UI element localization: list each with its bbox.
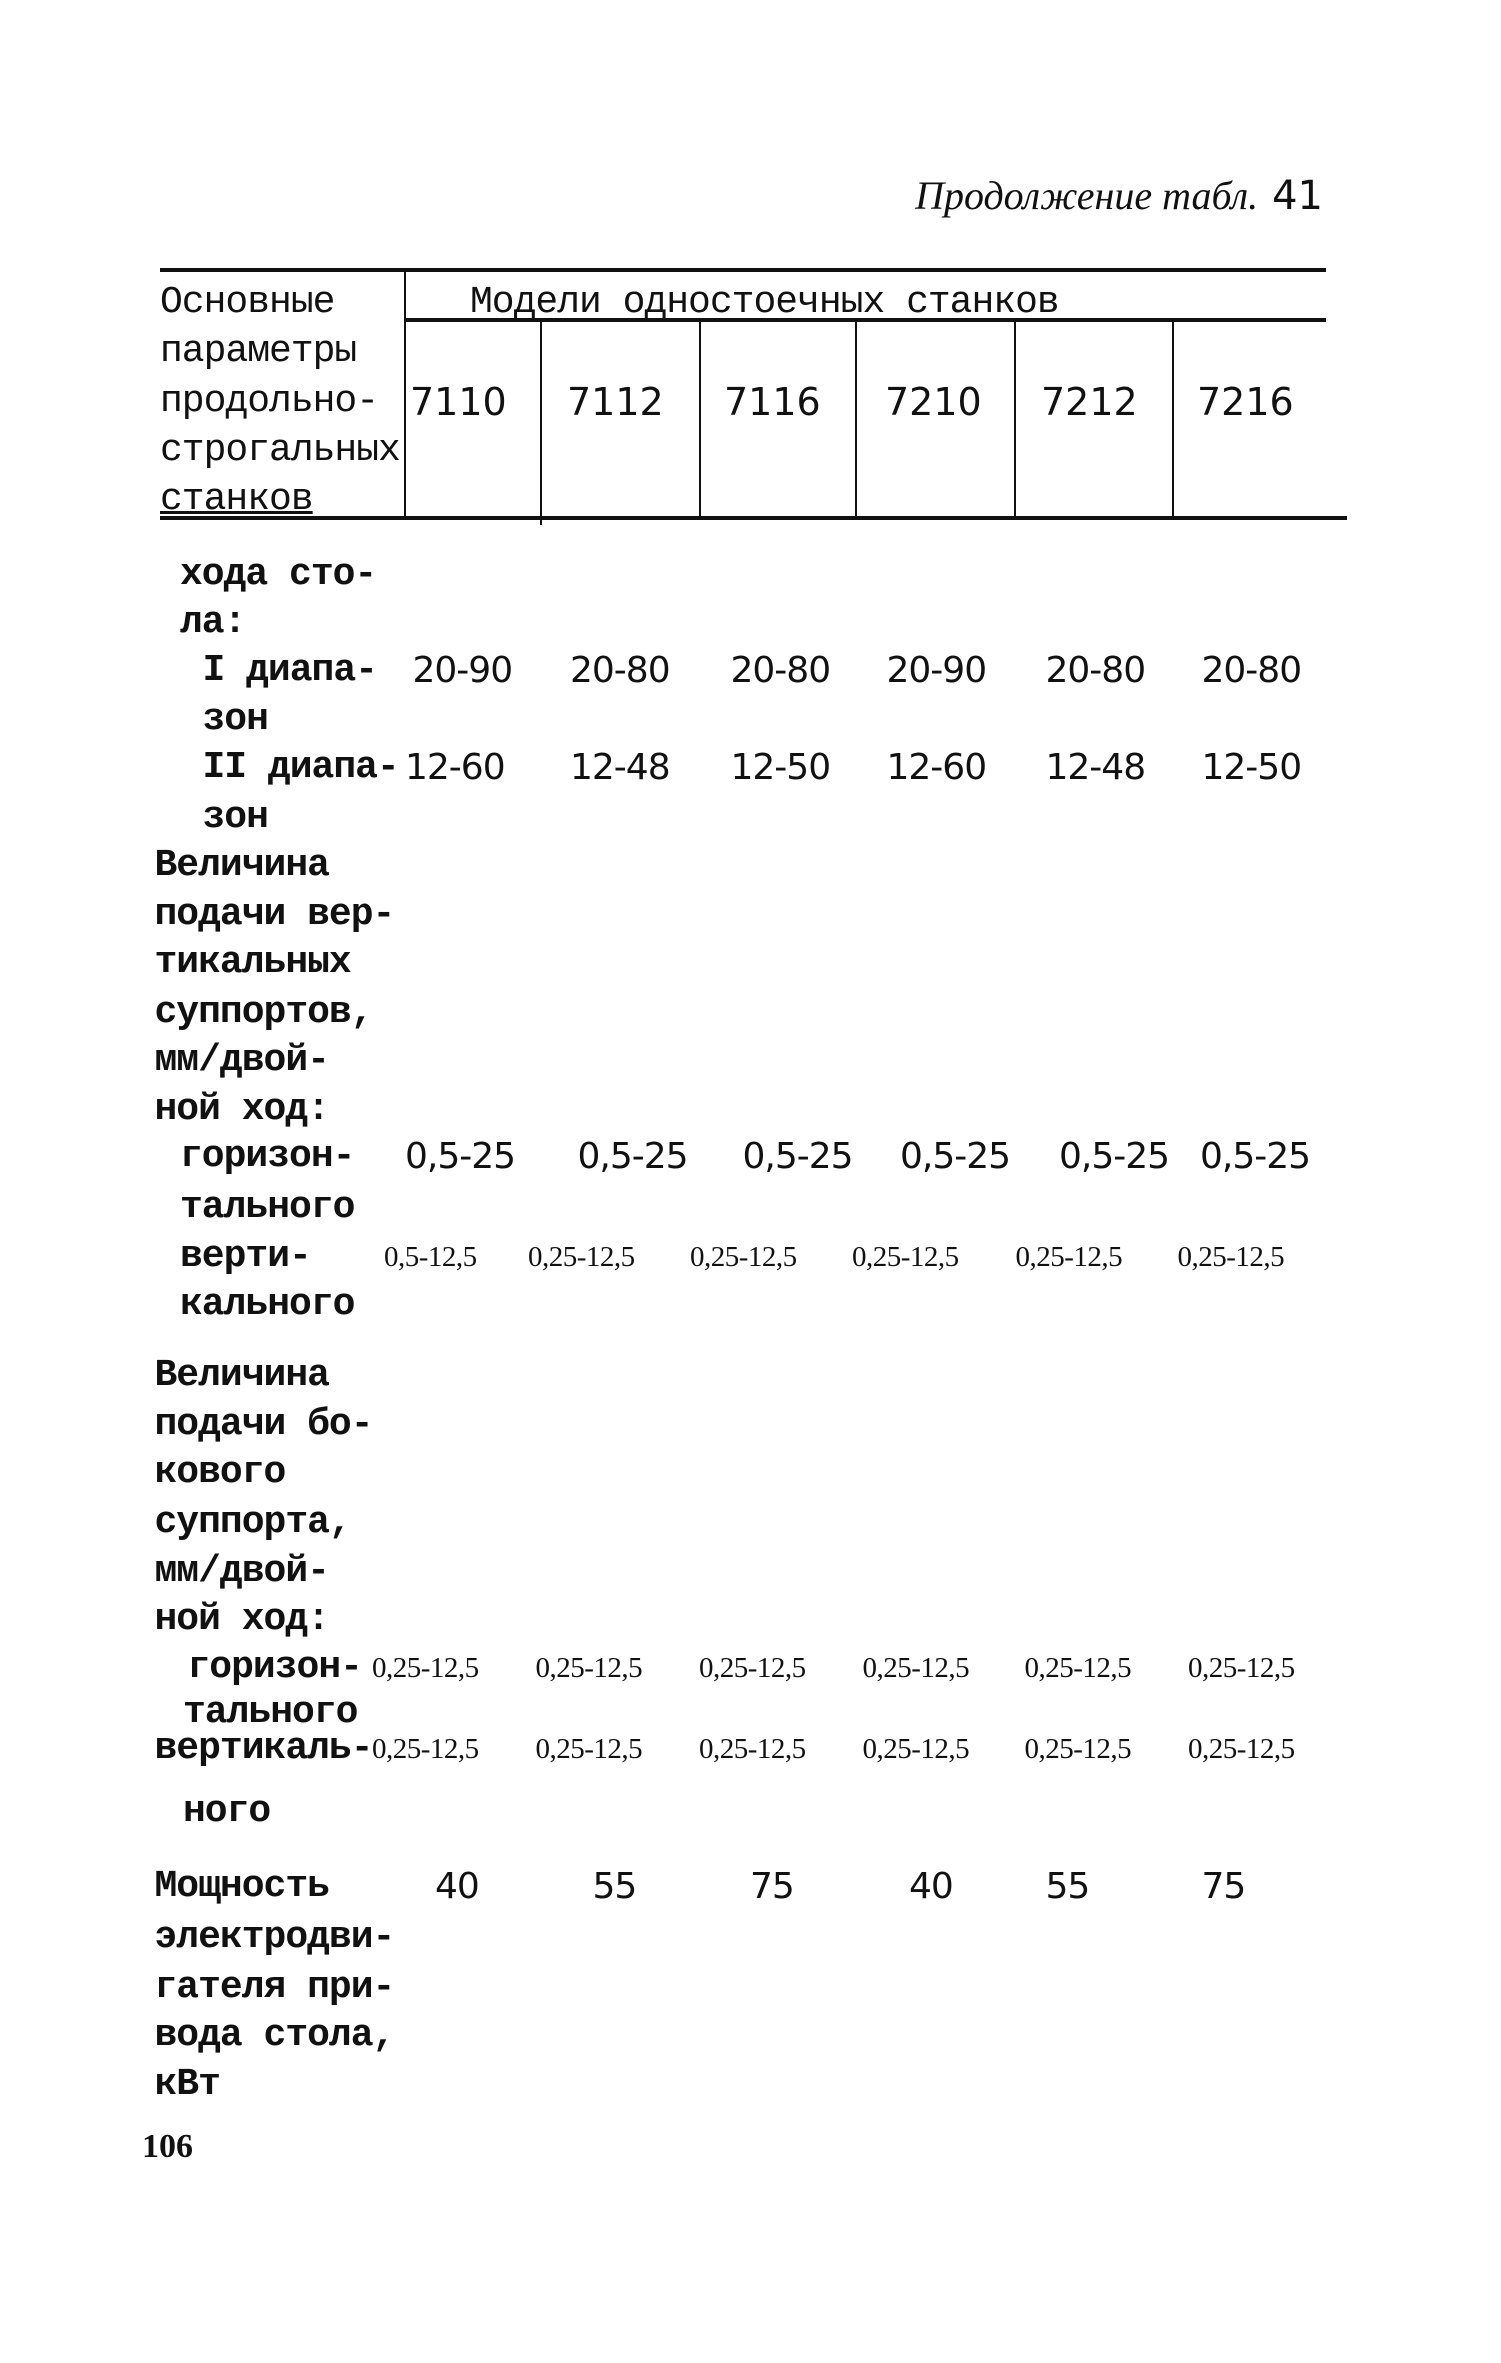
cell-value: 20-80 bbox=[570, 649, 670, 691]
row-label: хода сто- bbox=[180, 552, 377, 596]
cell-value: 0,5-25 bbox=[577, 1135, 688, 1177]
row-label: вода стола, bbox=[154, 2013, 395, 2057]
row-label: II диапа- bbox=[202, 746, 399, 789]
cell-value: 55 bbox=[592, 1866, 637, 1907]
row-label: I диапа- bbox=[202, 648, 377, 692]
row-label: Величина bbox=[154, 843, 329, 887]
row-label: кВт bbox=[154, 2063, 220, 2106]
row-label: подачи вер- bbox=[154, 893, 395, 936]
cell-value: 20-80 bbox=[1201, 649, 1302, 691]
table-number: 41 bbox=[1272, 173, 1323, 219]
param-header-line: Основные bbox=[160, 281, 335, 324]
row-label: горизон- bbox=[187, 1646, 362, 1689]
cell-value: 0,25-12,5 bbox=[372, 1652, 479, 1684]
cell-value: 0,25-12,5 bbox=[690, 1241, 797, 1273]
cell-value: 0,5-12,5 bbox=[384, 1241, 477, 1273]
row-label: ла: bbox=[180, 600, 246, 644]
row-label: горизон- bbox=[180, 1134, 355, 1178]
cell-value: 12-48 bbox=[570, 747, 670, 788]
table-continuation-title bbox=[915, 172, 1323, 219]
row-label: тального bbox=[180, 1185, 355, 1229]
row-label: вертикаль- bbox=[154, 1727, 373, 1770]
column-divider bbox=[1172, 320, 1174, 518]
model-header: 7216 bbox=[1197, 380, 1294, 424]
row-label: кального bbox=[180, 1283, 355, 1326]
cell-value: 0,25-12,5 bbox=[699, 1652, 806, 1684]
cell-value: 0,25-12,5 bbox=[1024, 1652, 1132, 1684]
cell-value: 0,25-12,5 bbox=[862, 1733, 970, 1765]
cell-value: 0,25-12,5 bbox=[528, 1241, 635, 1273]
row-label: электродви- bbox=[154, 1916, 395, 1959]
row-label: верти- bbox=[180, 1235, 311, 1278]
row-label: ного bbox=[183, 1790, 271, 1833]
model-header: 7116 bbox=[724, 380, 821, 424]
row-label: гателя при- bbox=[154, 1965, 395, 2009]
cell-value: 12-50 bbox=[1201, 747, 1302, 788]
param-header-line: строгальных bbox=[160, 429, 400, 472]
row-label: зон bbox=[202, 795, 268, 839]
cell-value: 0,25-12,5 bbox=[535, 1733, 643, 1765]
cell-value: 0,5-25 bbox=[742, 1135, 853, 1177]
row-label: ной ход: bbox=[154, 1598, 329, 1641]
cell-value: 0,25-12,5 bbox=[1015, 1241, 1123, 1273]
cell-value: 20-80 bbox=[730, 649, 831, 691]
row-label: Величина bbox=[154, 1353, 329, 1397]
cell-value: 0,25-12,5 bbox=[372, 1733, 479, 1765]
cell-value: 0,25-12,5 bbox=[699, 1733, 806, 1765]
row-label: тикальных bbox=[154, 941, 351, 984]
cell-value: 0,25-12,5 bbox=[852, 1241, 959, 1273]
row-label: тального bbox=[183, 1691, 358, 1734]
model-header: 7112 bbox=[567, 380, 664, 424]
param-header-line: продольно- bbox=[160, 380, 379, 423]
cell-value: 75 bbox=[1201, 1866, 1246, 1907]
row-label: суппорта, bbox=[154, 1500, 351, 1544]
header-bottom-rule bbox=[160, 516, 1347, 520]
cell-value: 0,25-12,5 bbox=[1188, 1652, 1295, 1684]
row-label: мм/двой- bbox=[154, 1550, 329, 1593]
cell-value: 0,25-12,5 bbox=[1188, 1733, 1295, 1765]
cell-value: 0,25-12,5 bbox=[862, 1652, 970, 1684]
group-header: Модели одностоечных станков bbox=[470, 281, 1059, 324]
row-label: подачи бо- bbox=[154, 1403, 373, 1446]
row-label: кового bbox=[154, 1451, 286, 1494]
cell-value: 12-50 bbox=[730, 747, 831, 788]
row-label: зон bbox=[202, 698, 268, 741]
cell-value: 0,25-12,5 bbox=[1024, 1733, 1132, 1765]
cell-value: 0,25-12,5 bbox=[535, 1652, 643, 1684]
row-label: Мощность bbox=[154, 1865, 329, 1908]
column-divider bbox=[1014, 320, 1016, 518]
cell-value: 40 bbox=[909, 1866, 953, 1907]
cell-value: 0,5-25 bbox=[1200, 1135, 1311, 1177]
cell-value: 20-90 bbox=[886, 649, 987, 691]
cell-value: 40 bbox=[435, 1866, 479, 1907]
cell-value: 75 bbox=[750, 1866, 794, 1907]
page-number: 106 bbox=[142, 2128, 193, 2165]
cell-value: 12-48 bbox=[1045, 747, 1146, 788]
model-header: 7210 bbox=[885, 380, 982, 424]
column-divider bbox=[540, 320, 542, 525]
row-label: ной ход: bbox=[154, 1088, 329, 1131]
model-header: 7212 bbox=[1041, 380, 1138, 424]
cell-value: 12-60 bbox=[886, 747, 987, 788]
column-divider bbox=[404, 270, 406, 518]
model-header: 7110 bbox=[410, 380, 507, 424]
cell-value: 0,5-25 bbox=[900, 1135, 1011, 1177]
cell-value: 20-90 bbox=[412, 649, 513, 691]
top-rule bbox=[160, 268, 1326, 272]
cell-value: 0,5-25 bbox=[1059, 1135, 1170, 1177]
cell-value: 55 bbox=[1045, 1866, 1090, 1907]
title-text: Продолжение табл. bbox=[915, 173, 1259, 218]
cell-value: 0,5-25 bbox=[405, 1135, 516, 1177]
cell-value: 0,25-12,5 bbox=[1177, 1241, 1285, 1273]
param-header-line: параметры bbox=[160, 330, 357, 373]
cell-value: 20-80 bbox=[1045, 649, 1146, 691]
column-divider bbox=[699, 320, 701, 518]
param-header-line: станков bbox=[160, 478, 313, 521]
cell-value: 12-60 bbox=[405, 747, 505, 788]
row-label: мм/двой- bbox=[154, 1038, 329, 1082]
column-divider bbox=[855, 320, 857, 518]
row-label: суппортов, bbox=[154, 990, 373, 1034]
